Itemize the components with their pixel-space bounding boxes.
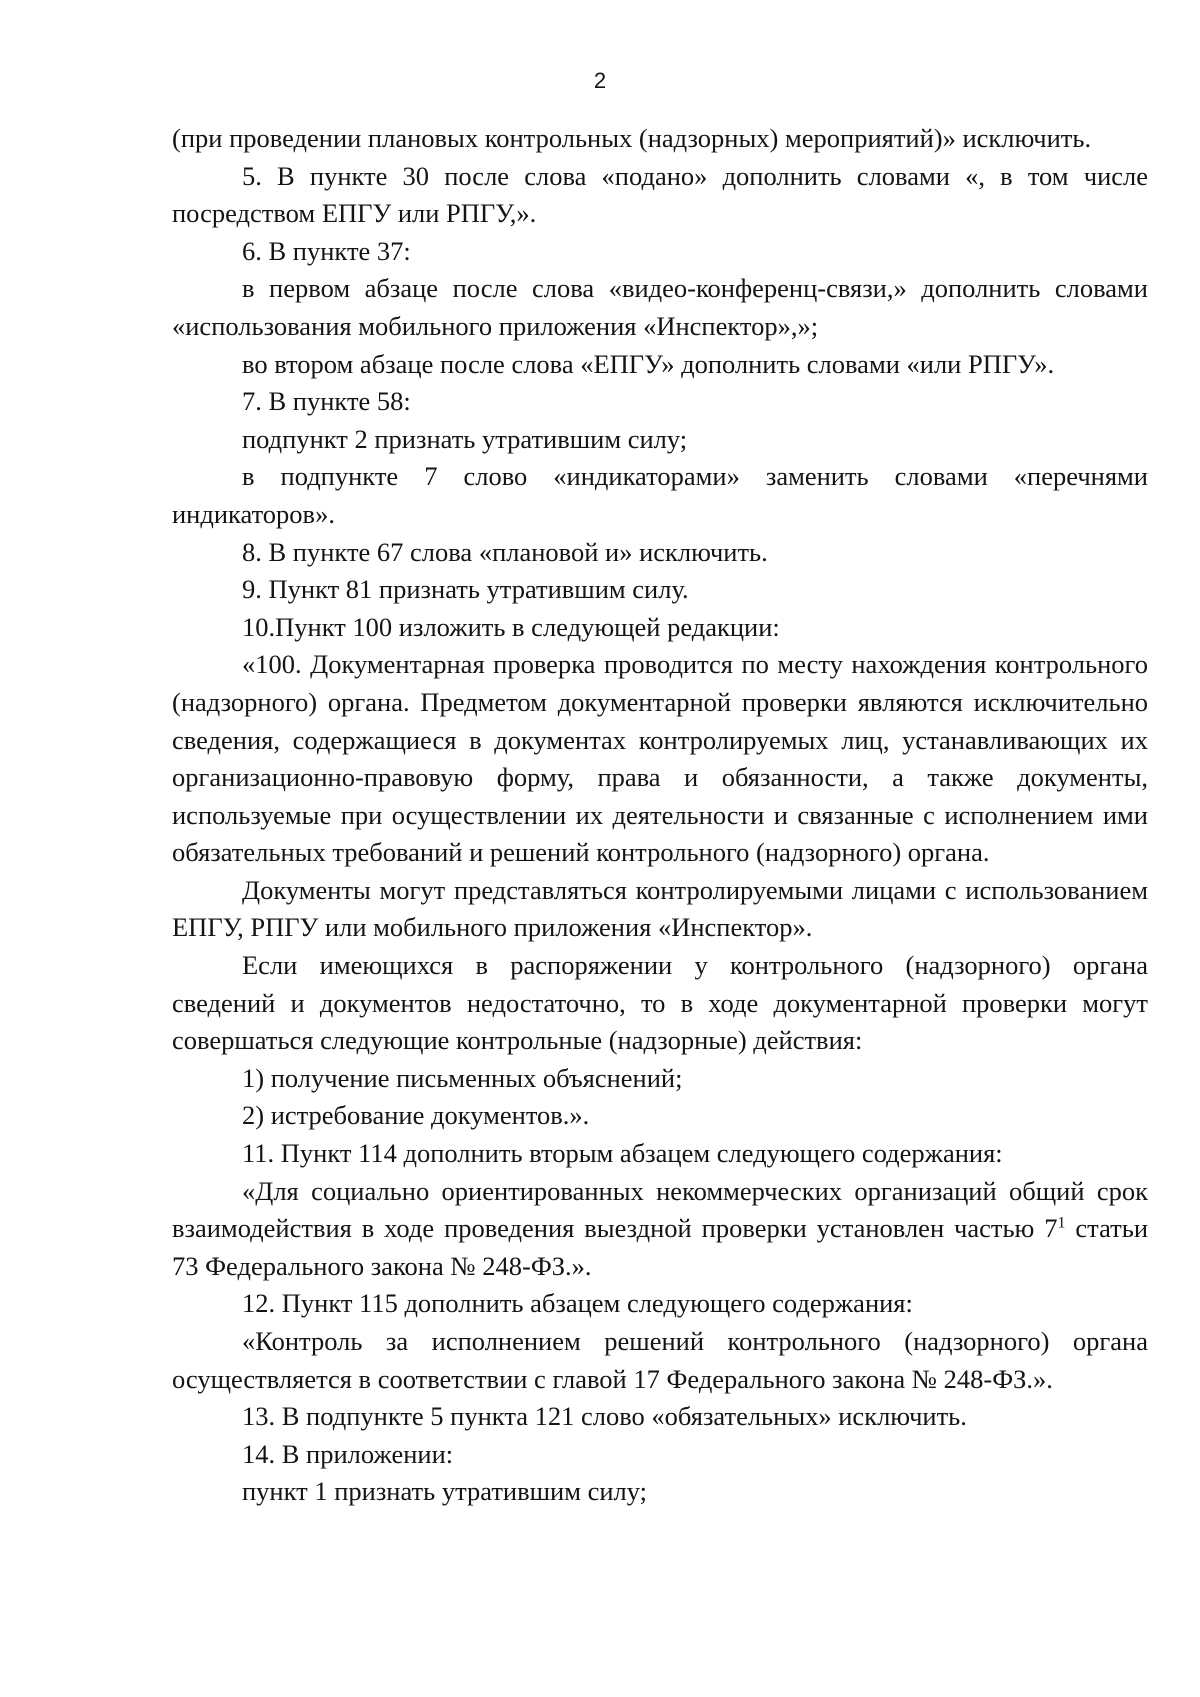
paragraph: 13. В подпункте 5 пункта 121 слово «обязательных» исключить. bbox=[242, 1401, 967, 1432]
paragraph: 7. В пункте 58: bbox=[242, 386, 411, 417]
paragraph: (при проведении плановых контрольных (надзорных) мероприятий)» исключить. bbox=[172, 123, 1092, 153]
paragraph: 5. В пункте 30 после слова «подано» дополнить словами «, в том числе посредством ЕПГУ или РПГУ,». bbox=[172, 160, 1148, 229]
paragraph: 1) получение письменных объяснений; bbox=[242, 1062, 683, 1093]
paragraph: Документы могут представляться контролируемыми лицами с использованием ЕПГУ, РПГУ или мобильного приложения «Инспектор». bbox=[172, 874, 1148, 943]
paragraph: 8. В пункте 67 слова «плановой и» исключить. bbox=[242, 536, 768, 567]
paragraph: 2) истребование документов.». bbox=[242, 1100, 590, 1131]
paragraph: 14. В приложении: bbox=[242, 1438, 454, 1469]
paragraph: в первом абзаце после слова «видео-конференц-связи,» дополнить словами «использования мобильного приложения «Инспектор»,»; bbox=[172, 273, 1148, 341]
paragraph: 6. В пункте 37: bbox=[242, 235, 411, 266]
paragraph: 11. Пункт 114 дополнить вторым абзацем следующего содержания: bbox=[242, 1138, 1003, 1169]
paragraph: в подпункте 7 слово «индикаторами» заменить словами «перечнями индикаторов». bbox=[172, 461, 1148, 529]
document-body bbox=[172, 120, 1148, 1511]
paragraph: 10.Пункт 100 изложить в следующей редакции: bbox=[242, 611, 780, 642]
paragraph: «100. Документарная проверка проводится по месту нахождения контрольного (надзорного) органа. Предметом документарной проверки являются исключительно сведения, содержащиеся в документах контролируемых лиц, устанавливающих их организационно-правовую форму, права и обязанности, а также документы, используемые при осуществлении их деятельности и связанные с исполнением ими обязательных требований и решений контрольного (надзорного) органа. bbox=[172, 649, 1148, 868]
page-number: 2 bbox=[593, 68, 607, 93]
paragraph: во втором абзаце после слова «ЕПГУ» дополнить словами «или РПГУ». bbox=[242, 348, 1055, 379]
paragraph-text-tail: статьи 73 Федерального закона № 248-ФЗ.». bbox=[172, 1213, 1148, 1281]
paragraph: «Контроль за исполнением решений контрольного (надзорного) органа осуществляется в соответствии с главой 17 Федерального закона № 248-ФЗ.». bbox=[172, 1326, 1148, 1394]
paragraph: подпункт 2 признать утратившим силу; bbox=[242, 423, 688, 454]
paragraph bbox=[172, 1173, 1148, 1286]
paragraph-text: «Для социально ориентированных некоммерческих организаций общий срок взаимодействия в ходе проведения выездной проверки установлен частью 7 bbox=[172, 1175, 1148, 1244]
paragraph: 12. Пункт 115 дополнить абзацем следующего содержания: bbox=[242, 1288, 913, 1319]
paragraph: Если имеющихся в распоряжении у контрольного (надзорного) органа сведений и документов недостаточно, то в ходе документарной проверки могут совершаться следующие контрольные (надзорные) действия: bbox=[172, 950, 1148, 1056]
paragraph: пункт 1 признать утратившим силу; bbox=[242, 1476, 648, 1507]
paragraph: 9. Пункт 81 признать утратившим силу. bbox=[242, 574, 689, 605]
superscript: 1 bbox=[1057, 1214, 1066, 1232]
